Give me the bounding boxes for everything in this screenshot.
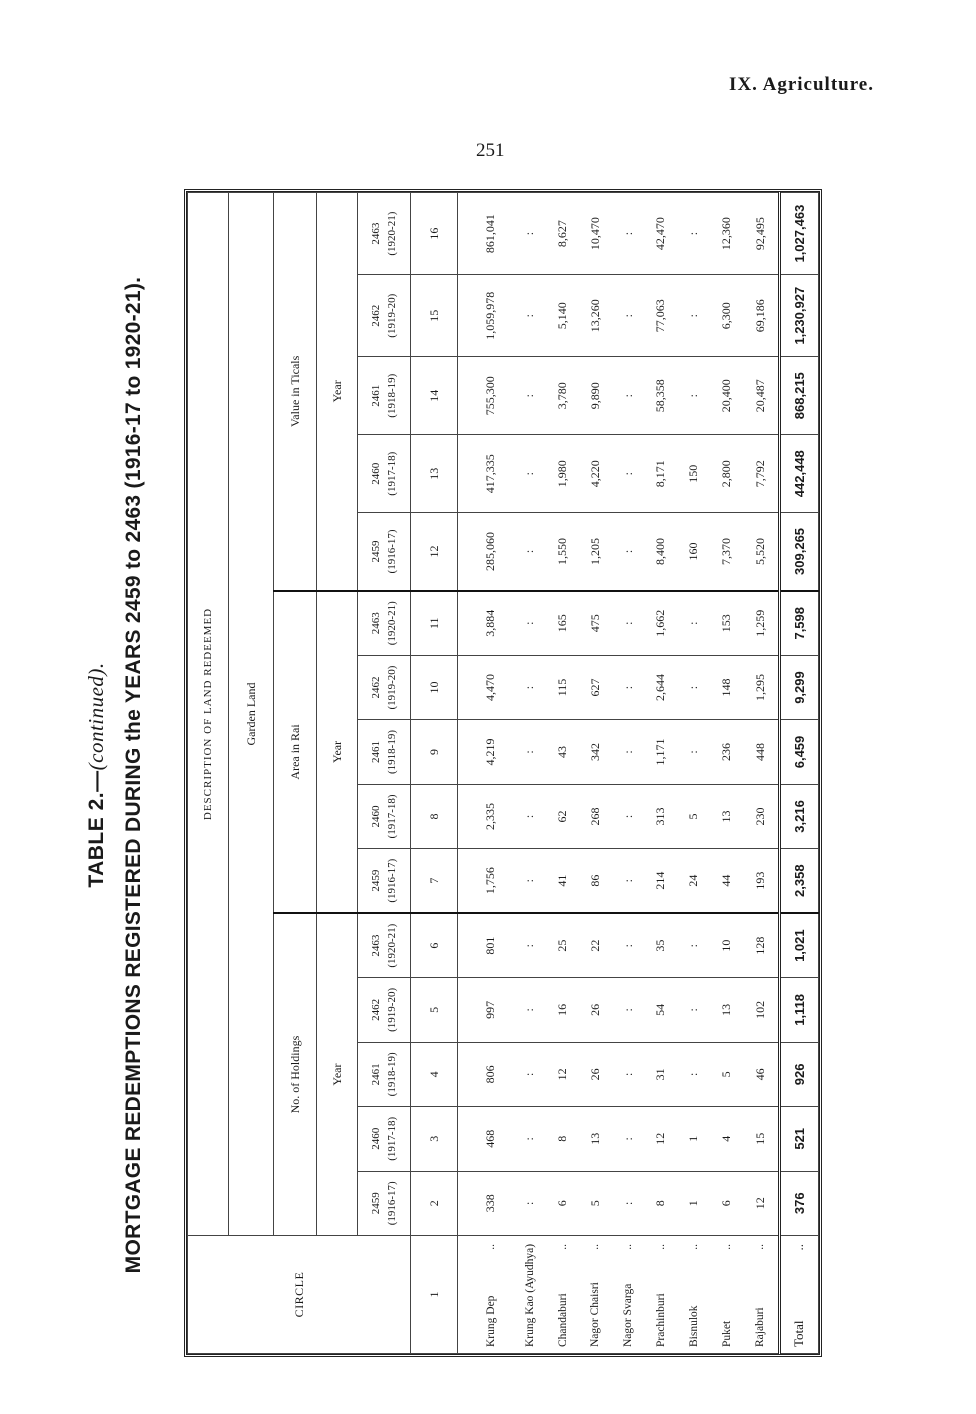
- value-cell: 1,230,927: [779, 275, 818, 357]
- value-cell: 868,215: [779, 357, 818, 435]
- value-cell: 150: [677, 435, 710, 513]
- value-cell: :: [612, 784, 645, 848]
- table-title-continued: (continued).: [84, 662, 108, 771]
- value-cell: 20,400: [710, 357, 743, 435]
- value-cell: :: [513, 275, 546, 357]
- value-cell: 128: [743, 913, 779, 977]
- value-cell: :: [513, 1171, 546, 1235]
- value-cell: 77,063: [645, 275, 678, 357]
- value-cell: :: [612, 193, 645, 275]
- value-cell: 342: [579, 720, 612, 784]
- value-cell: 54: [645, 978, 678, 1042]
- table-title-main: TABLE 2.—: [85, 770, 108, 888]
- value-cell: 755,300: [458, 357, 514, 435]
- circle-name-cell: [579, 1236, 612, 1354]
- circle-name: Krung Dep: [484, 1295, 497, 1347]
- data-table-frame: [184, 189, 822, 1357]
- value-cell: 7,792: [743, 435, 779, 513]
- year-column-header: 2461 (1918-19): [358, 357, 411, 435]
- value-cell: 9,299: [779, 655, 818, 719]
- value-cell: 806: [458, 1042, 514, 1106]
- circle-name-cell: [645, 1236, 678, 1354]
- value-cell: 2,644: [645, 655, 678, 719]
- value-cell: 7,598: [779, 591, 818, 656]
- value-cell: 1,259: [743, 591, 779, 656]
- value-cell: 468: [458, 1107, 514, 1171]
- value-cell: 3,216: [779, 784, 818, 848]
- value-cell: 160: [677, 513, 710, 591]
- value-cell: 10: [710, 913, 743, 977]
- value-cell: 42,470: [645, 193, 678, 275]
- value-cell: 8,627: [546, 193, 579, 275]
- column-number: 16: [411, 193, 458, 275]
- value-cell: :: [677, 193, 710, 275]
- value-cell: 230: [743, 784, 779, 848]
- column-number: 7: [411, 849, 458, 913]
- circle-name: Nagor Chaisri: [589, 1282, 602, 1347]
- value-cell: :: [513, 720, 546, 784]
- value-cell: 997: [458, 978, 514, 1042]
- value-cell: 1,205: [579, 513, 612, 591]
- value-cell: 24: [677, 849, 710, 913]
- area-group-header: Area in Rai: [274, 591, 317, 913]
- year-column-header: 2463 (1920-21): [358, 591, 411, 656]
- value-cell: 1,059,978: [458, 275, 514, 357]
- column-number: 11: [411, 591, 458, 656]
- value-cell: 193: [743, 849, 779, 913]
- value-cell: 1,021: [779, 913, 818, 977]
- leader-dots: ..: [791, 1244, 807, 1251]
- value-cell: :: [612, 357, 645, 435]
- year-column-header: 2462 (1919-20): [358, 275, 411, 357]
- value-cell: 8,171: [645, 435, 678, 513]
- table-row: [458, 193, 514, 1354]
- value-cell: 285,060: [458, 513, 514, 591]
- value-cell: :: [612, 435, 645, 513]
- column-number: 14: [411, 357, 458, 435]
- value-cell: :: [677, 275, 710, 357]
- value-cell: 13: [710, 784, 743, 848]
- column-number: 4: [411, 1042, 458, 1106]
- holdings-year-header: Year: [317, 913, 358, 1235]
- value-cell: 12: [743, 1171, 779, 1235]
- table-body: [458, 193, 819, 1354]
- value-cell: 1: [677, 1107, 710, 1171]
- value-cell: 309,265: [779, 513, 818, 591]
- value-cell: :: [612, 1107, 645, 1171]
- year-column-header: 2459 (1916-17): [358, 849, 411, 913]
- leader-dots: ..: [720, 1244, 733, 1250]
- circle-name: Puket: [720, 1320, 733, 1347]
- page-number: 251: [476, 140, 505, 161]
- year-column-header: 2459 (1916-17): [358, 513, 411, 591]
- value-cell: 627: [579, 655, 612, 719]
- value-cell: :: [677, 720, 710, 784]
- value-cell: 58,358: [645, 357, 678, 435]
- table-title: [80, 185, 112, 1365]
- value-cell: :: [513, 435, 546, 513]
- value-cell: 102: [743, 978, 779, 1042]
- value-cell: 521: [779, 1107, 818, 1171]
- value-cell: 313: [645, 784, 678, 848]
- value-cell: :: [612, 655, 645, 719]
- value-cell: 1,662: [645, 591, 678, 656]
- column-number: 3: [411, 1107, 458, 1171]
- value-cell: 1,295: [743, 655, 779, 719]
- value-cell: :: [677, 913, 710, 977]
- value-cell: 4,470: [458, 655, 514, 719]
- value-cell: 3,884: [458, 591, 514, 656]
- table-row: [612, 193, 645, 1354]
- value-cell: 2,358: [779, 849, 818, 913]
- value-cell: 1,980: [546, 435, 579, 513]
- value-cell: 9,890: [579, 357, 612, 435]
- value-cell: 31: [645, 1042, 678, 1106]
- column-number-row: [411, 193, 458, 1354]
- value-cell: 376: [779, 1171, 818, 1235]
- value-cell: 69,186: [743, 275, 779, 357]
- circle-name-cell: [779, 1236, 818, 1354]
- value-cell: 6: [546, 1171, 579, 1235]
- value-cell: 41: [546, 849, 579, 913]
- value-group-header: Value in Ticals: [274, 193, 317, 591]
- column-number: 2: [411, 1171, 458, 1235]
- description-header: DESCRIPTION OF LAND REDEEMED: [188, 193, 229, 1236]
- circle-name: Total: [791, 1320, 807, 1347]
- value-cell: :: [612, 849, 645, 913]
- circle-name-cell: [710, 1236, 743, 1354]
- value-cell: 86: [579, 849, 612, 913]
- table-row: [645, 193, 678, 1354]
- value-cell: 338: [458, 1171, 514, 1235]
- value-cell: 22: [579, 913, 612, 977]
- circle-name: Krung Kao (Ayudhya): [523, 1243, 536, 1347]
- circle-name-cell: [612, 1236, 645, 1354]
- value-cell: 165: [546, 591, 579, 656]
- value-cell: :: [513, 1042, 546, 1106]
- value-cell: 1,171: [645, 720, 678, 784]
- table-row: [546, 193, 579, 1354]
- garden-land-header: Garden Land: [229, 193, 274, 1236]
- year-column-header: 2461 (1918-19): [358, 720, 411, 784]
- value-cell: 12,360: [710, 193, 743, 275]
- value-cell: 5,140: [546, 275, 579, 357]
- table-row: [579, 193, 612, 1354]
- value-cell: 62: [546, 784, 579, 848]
- value-cell: 5: [579, 1171, 612, 1235]
- section-heading: IX. Agriculture.: [729, 74, 874, 95]
- value-cell: 16: [546, 978, 579, 1042]
- value-cell: 25: [546, 913, 579, 977]
- value-cell: 26: [579, 978, 612, 1042]
- value-cell: 861,041: [458, 193, 514, 275]
- value-year-header: Year: [317, 193, 358, 591]
- year-column-header: 2463 (1920-21): [358, 193, 411, 275]
- leader-dots: ..: [484, 1244, 497, 1250]
- circle-name-cell: [513, 1236, 546, 1354]
- total-row: [779, 193, 818, 1354]
- circle-name-cell: [743, 1236, 779, 1354]
- circle-name-cell: [458, 1236, 514, 1354]
- column-number: 13: [411, 435, 458, 513]
- value-cell: :: [612, 720, 645, 784]
- value-cell: 12: [546, 1042, 579, 1106]
- value-cell: 1,756: [458, 849, 514, 913]
- value-cell: 10,470: [579, 193, 612, 275]
- value-cell: :: [513, 913, 546, 977]
- circle-name-cell: [677, 1236, 710, 1354]
- circle-name-cell: [546, 1236, 579, 1354]
- value-cell: 4,219: [458, 720, 514, 784]
- value-cell: 13,260: [579, 275, 612, 357]
- value-cell: :: [612, 275, 645, 357]
- value-cell: 92,495: [743, 193, 779, 275]
- value-cell: 5: [677, 784, 710, 848]
- value-cell: :: [612, 913, 645, 977]
- value-cell: :: [677, 591, 710, 656]
- value-cell: 448: [743, 720, 779, 784]
- value-cell: :: [677, 978, 710, 1042]
- value-cell: :: [612, 978, 645, 1042]
- value-cell: 6: [710, 1171, 743, 1235]
- year-columns-row: [358, 193, 411, 1354]
- value-cell: 20,487: [743, 357, 779, 435]
- column-number: 15: [411, 275, 458, 357]
- circle-name: Prachinburi: [654, 1293, 667, 1347]
- year-column-header: 2462 (1919-20): [358, 978, 411, 1042]
- value-cell: 44: [710, 849, 743, 913]
- value-cell: 4: [710, 1107, 743, 1171]
- leader-dots: ..: [622, 1244, 635, 1250]
- value-cell: 3,780: [546, 357, 579, 435]
- value-cell: 35: [645, 913, 678, 977]
- value-cell: 236: [710, 720, 743, 784]
- column-number: 1: [411, 1236, 458, 1354]
- value-cell: 1: [677, 1171, 710, 1235]
- table-row: [513, 193, 546, 1354]
- leader-dots: ..: [687, 1244, 700, 1250]
- value-cell: :: [612, 591, 645, 656]
- value-cell: :: [677, 1042, 710, 1106]
- column-number: 12: [411, 513, 458, 591]
- value-cell: 442,448: [779, 435, 818, 513]
- column-number: 5: [411, 978, 458, 1042]
- value-cell: :: [513, 978, 546, 1042]
- value-cell: 2,800: [710, 435, 743, 513]
- value-cell: 8: [546, 1107, 579, 1171]
- value-cell: 801: [458, 913, 514, 977]
- value-cell: :: [513, 591, 546, 656]
- value-cell: :: [612, 1042, 645, 1106]
- value-cell: :: [612, 513, 645, 591]
- year-column-header: 2460 (1917-18): [358, 784, 411, 848]
- column-number: 8: [411, 784, 458, 848]
- value-cell: 8,400: [645, 513, 678, 591]
- value-cell: 1,027,463: [779, 193, 818, 275]
- value-cell: 2,335: [458, 784, 514, 848]
- value-cell: :: [513, 784, 546, 848]
- value-cell: 5: [710, 1042, 743, 1106]
- value-cell: :: [677, 655, 710, 719]
- value-cell: 214: [645, 849, 678, 913]
- year-column-header: 2463 (1920-21): [358, 913, 411, 977]
- value-cell: :: [513, 1107, 546, 1171]
- value-cell: :: [513, 357, 546, 435]
- value-cell: 26: [579, 1042, 612, 1106]
- value-cell: 153: [710, 591, 743, 656]
- value-cell: 8: [645, 1171, 678, 1235]
- value-cell: 6,300: [710, 275, 743, 357]
- redemptions-table: [187, 192, 819, 1354]
- leader-dots: ..: [654, 1244, 667, 1250]
- value-cell: 7,370: [710, 513, 743, 591]
- leader-dots: ..: [754, 1244, 767, 1250]
- circle-header: CIRCLE: [188, 1236, 411, 1354]
- value-cell: 268: [579, 784, 612, 848]
- column-number: 10: [411, 655, 458, 719]
- value-cell: 115: [546, 655, 579, 719]
- value-cell: 12: [645, 1107, 678, 1171]
- value-cell: 13: [710, 978, 743, 1042]
- table-row: [677, 193, 710, 1354]
- value-cell: 6,459: [779, 720, 818, 784]
- column-number: 9: [411, 720, 458, 784]
- value-cell: 46: [743, 1042, 779, 1106]
- value-cell: 1,118: [779, 978, 818, 1042]
- value-cell: 13: [579, 1107, 612, 1171]
- value-cell: 926: [779, 1042, 818, 1106]
- value-cell: 5,520: [743, 513, 779, 591]
- circle-name: Rajaburi: [754, 1307, 767, 1347]
- leader-dots: ..: [556, 1244, 569, 1250]
- circle-name: Bisnulok: [687, 1305, 700, 1347]
- area-year-header: Year: [317, 591, 358, 913]
- year-column-header: 2460 (1917-18): [358, 1107, 411, 1171]
- table-subtitle: MORTGAGE REDEMPTIONS REGISTERED DURING the YEARS 2459 to 2463 (1916-17 to 1920-21).: [122, 276, 145, 1274]
- circle-name: Nagor Svarga: [622, 1283, 635, 1347]
- value-cell: :: [513, 655, 546, 719]
- value-cell: 1,550: [546, 513, 579, 591]
- year-column-header: 2459 (1916-17): [358, 1171, 411, 1235]
- value-cell: :: [513, 513, 546, 591]
- value-cell: 43: [546, 720, 579, 784]
- value-cell: :: [612, 1171, 645, 1235]
- value-cell: 15: [743, 1107, 779, 1171]
- year-column-header: 2460 (1917-18): [358, 435, 411, 513]
- year-column-header: 2462 (1919-20): [358, 655, 411, 719]
- value-cell: 475: [579, 591, 612, 656]
- holdings-group-header: No. of Holdings: [274, 913, 317, 1235]
- value-cell: 4,220: [579, 435, 612, 513]
- circle-name: Chandaburi: [556, 1293, 569, 1347]
- value-cell: :: [677, 357, 710, 435]
- table-row: [710, 193, 743, 1354]
- value-cell: 148: [710, 655, 743, 719]
- year-column-header: 2461 (1918-19): [358, 1042, 411, 1106]
- leader-dots: ..: [589, 1244, 602, 1250]
- value-cell: :: [513, 193, 546, 275]
- value-cell: :: [513, 849, 546, 913]
- column-number: 6: [411, 913, 458, 977]
- table-row: [743, 193, 779, 1354]
- value-cell: 417,335: [458, 435, 514, 513]
